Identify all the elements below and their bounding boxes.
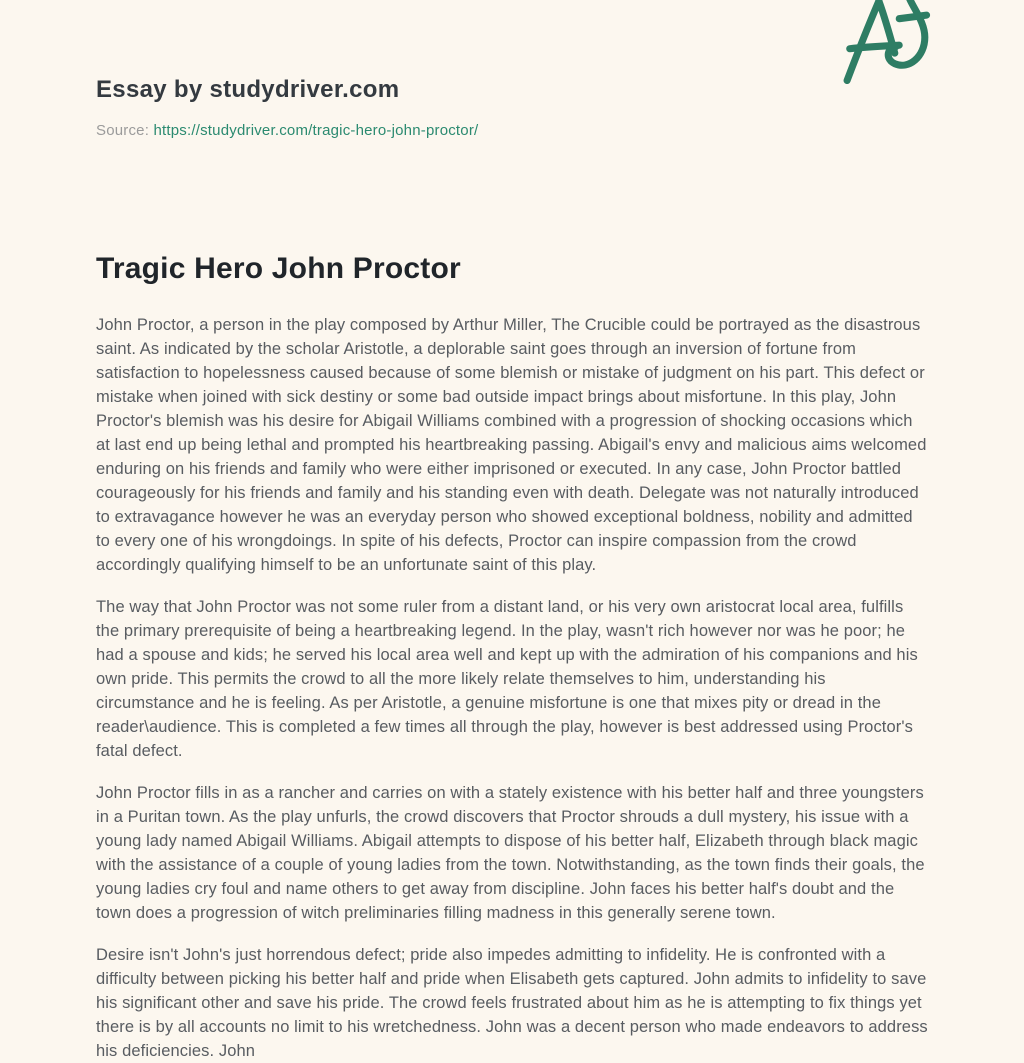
essay-paragraph-4: Desire isn't John's just horrendous defect; pride also impedes admitting to infidelity. He is confronted with a difficulty between picking his better half and pride when Elisabeth gets captured. John admits to infidelity to save his significant other and save his pride. The crowd feels frustrated about him as he is attempting to fix things yet there is by all accounts no limit to his wretchedness. John was a decent person who made endeavors to address his deficiencies. John <box>96 945 928 1060</box>
essay-paragraph-2: The way that John Proctor was not some ruler from a distant land, or his very own aristocrat local area, fulfills the primary prerequisite of being a heartbreaking legend. In the play, wasn't rich however nor was he poor; he had a spouse and kids; he served his local area well and kept up with the admiration of his companions and his own pride. This permits the crowd to all the more likely relate themselves to him, understanding his circumstance and he is feeling. As per Aristotle, a genuine misfortune is one that mixes pity or dread in the reader\audience. This is completed a few times all through the play, however is best addressed using Proctor's fatal defect. <box>96 597 918 760</box>
source-link[interactable]: https://studydriver.com/tragic-hero-john-proctor/ <box>153 121 479 139</box>
essay-content <box>96 251 928 1063</box>
page-header <box>96 0 928 139</box>
essay-body <box>96 313 928 1063</box>
source-line <box>96 122 928 139</box>
header-text <box>96 76 928 139</box>
a-plus-logo-icon <box>824 0 932 92</box>
essay-paragraph-3: John Proctor fills in as a rancher and carries on with a stately existence with his better half and three youngsters in a Puritan town. As the play unfurls, the crowd discovers that Proctor shrouds a dull mystery, his issue with a young lady named Abigail Williams. Abigail attempts to dispose of his better half, Elizabeth through black magic with the assistance of a couple of young ladies from the town. Notwithstanding, as the town finds their goals, the young ladies cry foul and name others to get away from discipline. John faces his better half's doubt and the town does a progression of witch preliminaries filling madness in this generally serene town. <box>96 783 925 922</box>
essay-paragraph-1: John Proctor, a person in the play composed by Arthur Miller, The Crucible could be portrayed as the disastrous saint. As indicated by the scholar Aristotle, a deplorable saint goes through an inversion of fortune from satisfaction to hopelessness caused because of some blemish or mistake of judgment on his part. This defect or mistake when joined with sick destiny or some bad outside impact brings about misfortune. In this play, John Proctor's blemish was his desire for Abigail Williams combined with a progression of shocking occasions which at last end up being lethal and prompted his heartbreaking passing. Abigail's envy and malicious aims welcomed enduring on his friends and family who were either imprisoned or executed. In any case, John Proctor battled courageously for his friends and family and his standing even with death. Delegate was not naturally introduced to extravagance however he was an everyday person who showed exceptional boldness, nobility and admitted to every one of his wrongdoings. In spite of his defects, Proctor can inspire compassion from the crowd accordingly qualifying himself to be an unfortunate saint of this play. <box>96 315 927 574</box>
header-title: Essay by studydriver.com <box>96 76 400 103</box>
essay-title: Tragic Hero John Proctor <box>96 251 461 285</box>
source-label: Source: <box>96 121 150 139</box>
